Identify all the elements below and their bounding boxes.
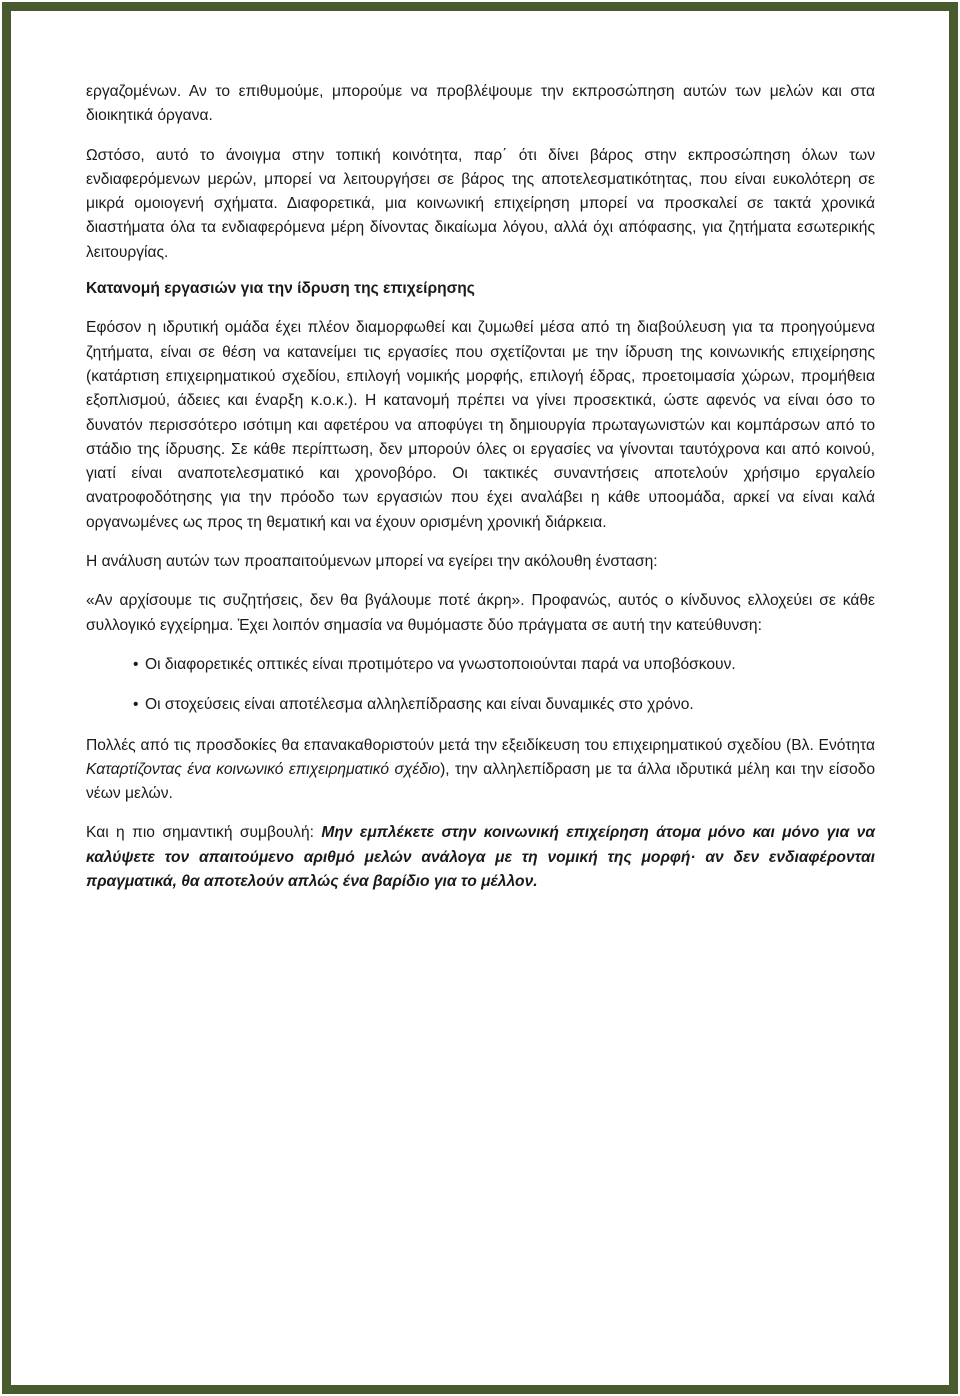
paragraph-objection: Η ανάλυση αυτών των προαπαιτούμενων μπορεί να εγείρει την ακόλουθη ένσταση: <box>86 553 658 571</box>
list-item <box>133 693 875 717</box>
paragraph-allocation: Εφόσον η ιδρυτική ομάδα έχει πλέον διαμορφωθεί και ζυμωθεί μέσα από τη διαβούλευση για τα προηγούμενα ζητήματα, είναι σε θέση να κατανείμει τις εργασίες που σχετίζονται με την ίδρυση της κοινωνικής επιχείρησης (κατάρτιση επιχειρηματικού σχεδίου, επιλογή νομικής μορφής, επιλογή έδρας, προετοιμασία χώρων, προμήθεια εξοπλισμού, άδειες και έναρξη κ.ο.κ.). Η κατανομή πρέπει να γίνει προσεκτικά, ώστε αφενός να είναι όσο το δυνατόν περισσότερο ισότιμη και αφετέρου να αποφύγει τη δημιουργία πρωταγωνιστών και κομπάρσων από το στάδιο της ίδρυσης. Σε κάθε περίπτωση, δεν μπορούν όλες οι εργασίες να γίνονται ταυτόχρονα και από κοινού, γιατί είναι αναποτελεσματικό και χρονοβόρο. Οι τακτικές συναντήσεις αποτελούν χρήσιμο εργαλείο ανατροφοδότησης για την πρόοδο των εργασιών που έχει αναλάβει η κάθε υποομάδα, αρκεί να είναι καλά οργανωμένες ως προς τη θεματική και να έχουν ορισμένη χρονική διάρκεια. <box>86 319 875 531</box>
list-item <box>133 653 875 677</box>
bullet-icon: • <box>133 655 139 673</box>
paragraph-expectations <box>86 734 875 807</box>
paragraph-expectations-before: Πολλές από τις προσδοκίες θα επανακαθοριστούν μετά την εξειδίκευση του επιχειρηματικού σχεδίου (Βλ. Ενότητα <box>86 736 875 754</box>
document-body <box>86 80 875 909</box>
paragraph-expectations-after: ), την αλληλεπίδραση με τα άλλα ιδρυτικά μέλη και την είσοδο νέων μελών. <box>86 760 875 803</box>
paragraph-intro: εργαζομένων. Αν το επιθυμούμε, μπορούμε να προβλέψουμε την εκπροσώπηση αυτών των μελών και στα διοικητικά όργανα. <box>86 83 875 125</box>
list-item-text: Οι στοχεύσεις είναι αποτέλεσμα αλληλεπίδρασης και είναι δυναμικές στο χρόνο. <box>145 696 694 714</box>
list-item-text: Οι διαφορετικές οπτικές είναι προτιμότερο να γνωστοποιούνται παρά να υποβόσκουν. <box>145 655 736 673</box>
section-heading: Κατανομή εργασιών για την ίδρυση της επιχείρησης <box>86 280 475 298</box>
advice-lead: Και η πιο σημαντική συμβουλή: <box>86 824 322 842</box>
bullet-icon: • <box>133 696 139 714</box>
paragraph-openness <box>86 144 875 265</box>
paragraph-openness-part-2: Διαφορετικά, μια κοινωνική επιχείρηση μπορεί να προσκαλεί σε τακτά χρονικά διαστήματα όλα τα ενδιαφερόμενα μέρη δίνοντας δικαίωμα λόγου, αλλά όχι απόφασης, για ζητήματα εσωτερικής λειτουργίας. <box>86 195 875 261</box>
paragraph-advice <box>86 821 875 894</box>
section-reference: Καταρτίζοντας ένα κοινωνικό επιχειρηματικό σχέδιο <box>86 760 441 778</box>
paragraph-openness-part-1: Ωστόσο, αυτό το άνοιγμα στην τοπική κοινότητα, παρ΄ ότι δίνει βάρος στην εκπροσώπηση όλων των ενδιαφερόμενων μερών, μπορεί να λειτουργήσει σε βάρος της αποτελεσματικότητας, που είναι ευκολότερη σε μικρά ομοιογενή σχήματα. <box>86 146 875 213</box>
paragraph-quote: «Αν αρχίσουμε τις συζητήσεις, δεν θα βγάλουμε ποτέ άκρη». Προφανώς, αυτός ο κίνδυνος ελλοχεύει σε κάθε συλλογικό εγχείρημα. Ἐχει λοιπόν σημασία να θυμόμαστε δύο πράγματα σε αυτή την κατεύθυνση: <box>86 592 875 634</box>
advice-emphasis: Μην εμπλέκετε στην κοινωνική επιχείρηση άτομα μόνο και μόνο για να καλύψετε τον απαιτούμενο αριθμό μελών ανάλογα με τη νομική της μορφή· αν δεν ενδιαφέρονται πραγματικά, θα αποτελούν απλώς ένα βαρίδιο για το μέλλον. <box>86 824 876 891</box>
bullet-list <box>86 653 875 718</box>
